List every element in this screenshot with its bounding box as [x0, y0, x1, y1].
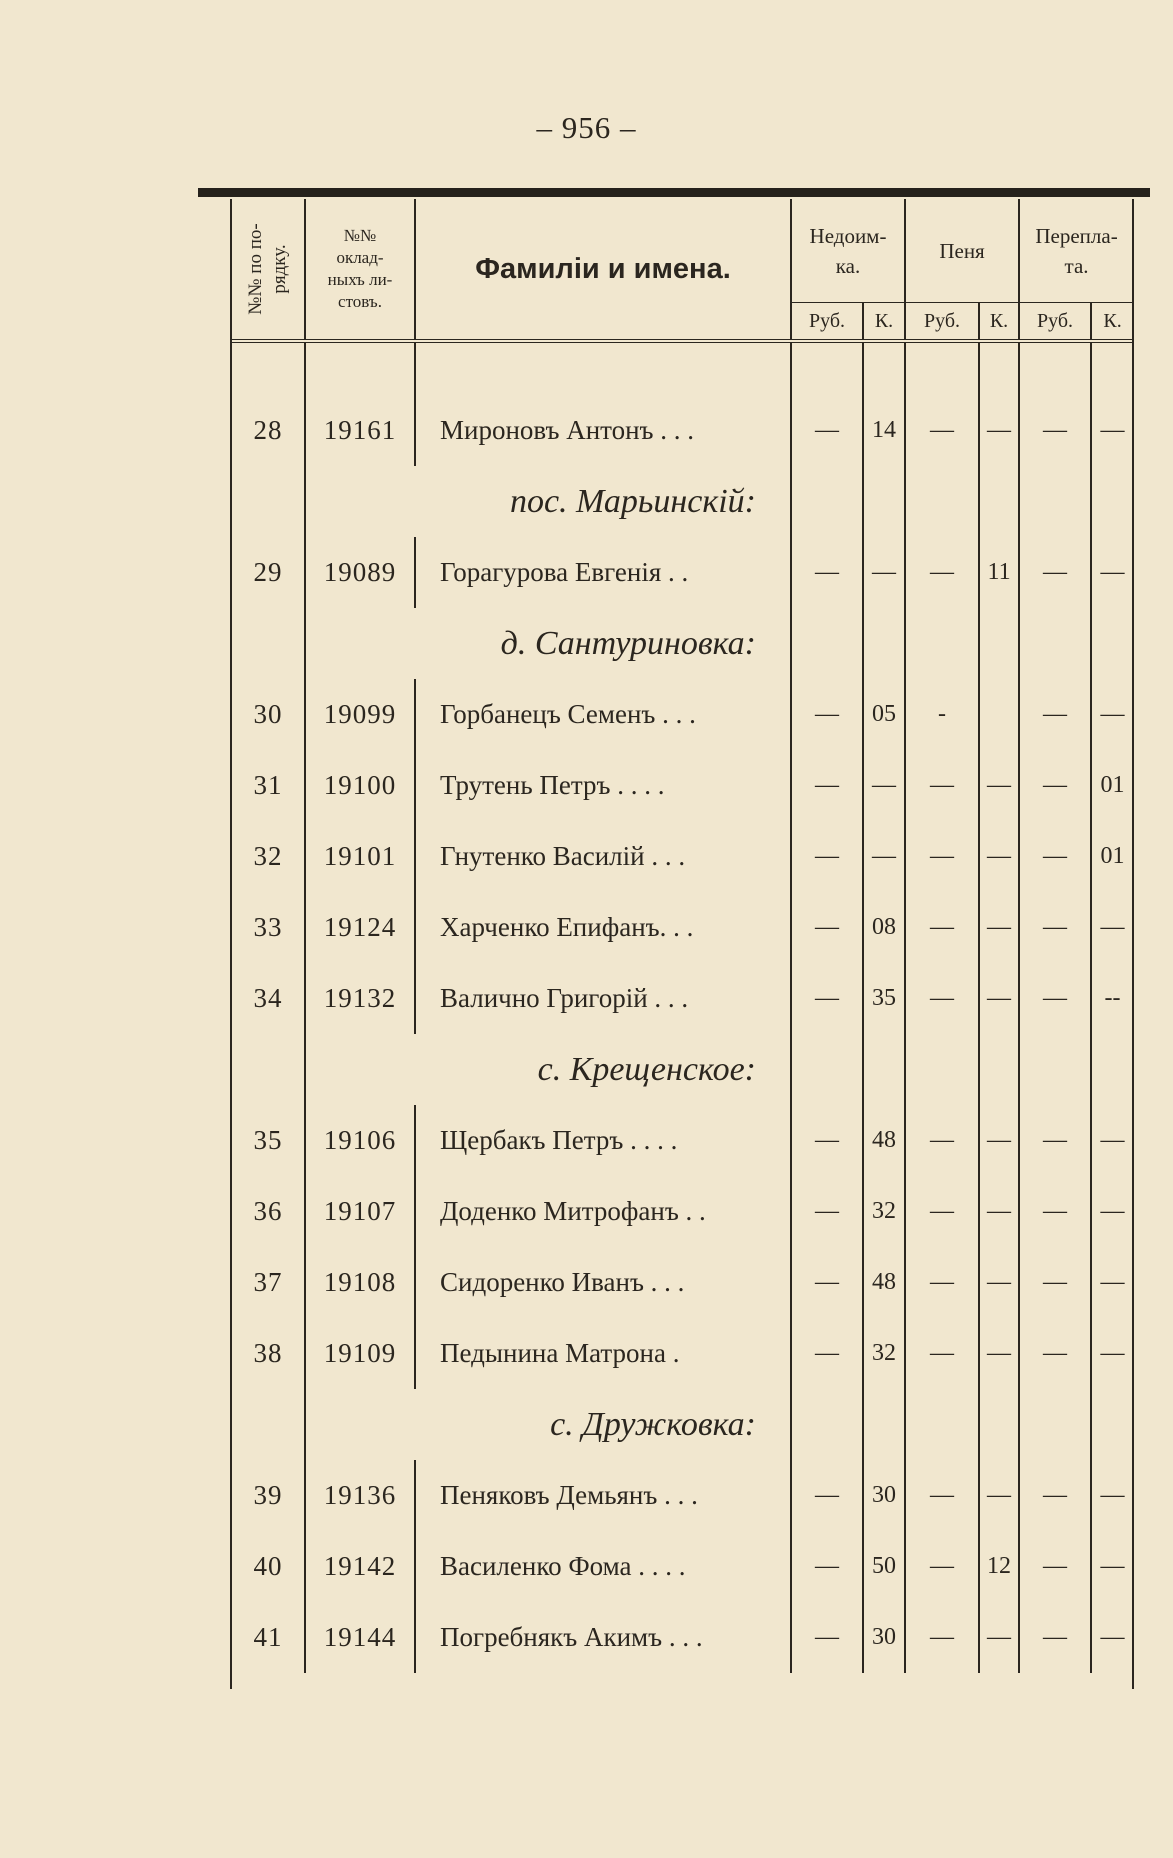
overpay-rub: —: [1019, 1602, 1091, 1673]
row-number: 31: [231, 750, 305, 821]
row-number: 37: [231, 1247, 305, 1318]
row-number: 32: [231, 821, 305, 892]
arrears-rub: —: [791, 750, 863, 821]
empty-cell: [979, 466, 1019, 537]
overpay-kop: —: [1091, 1105, 1133, 1176]
sheet-number: 19099: [305, 679, 415, 750]
arrears-kop: 08: [863, 892, 905, 963]
person-name: Пеняковъ Демьянъ . . .: [415, 1460, 791, 1531]
overpay-rub: —: [1019, 892, 1091, 963]
header-arrears-kop: К.: [863, 303, 905, 342]
overpay-kop: —: [1091, 1602, 1133, 1673]
penalty-rub: —: [905, 1318, 979, 1389]
ledger-row: [231, 679, 1133, 750]
ledger-body: [231, 341, 1133, 1673]
overpay-rub: —: [1019, 537, 1091, 608]
arrears-kop: 32: [863, 1318, 905, 1389]
ledger-row: [231, 821, 1133, 892]
place-heading-row: [231, 608, 1133, 679]
overpay-rub: —: [1019, 1247, 1091, 1318]
arrears-rub: —: [791, 395, 863, 466]
penalty-rub: —: [905, 1531, 979, 1602]
sheet-number: 19107: [305, 1176, 415, 1247]
person-name: Погребнякъ Акимъ . . .: [415, 1602, 791, 1673]
ledger-row: [231, 1176, 1133, 1247]
overpay-rub: —: [1019, 750, 1091, 821]
ledger-row: [231, 1531, 1133, 1602]
row-number: 29: [231, 537, 305, 608]
arrears-rub: —: [791, 1602, 863, 1673]
arrears-kop: 48: [863, 1247, 905, 1318]
place-heading: д. Сантуриновка:: [305, 608, 791, 679]
spacer-row: [231, 341, 1133, 395]
empty-cell: [979, 1034, 1019, 1105]
ledger-row: [231, 537, 1133, 608]
penalty-rub: —: [905, 1247, 979, 1318]
arrears-rub: —: [791, 1531, 863, 1602]
place-heading-row: [231, 466, 1133, 537]
row-number: 35: [231, 1105, 305, 1176]
ledger-row: [231, 1602, 1133, 1673]
person-name: Валично Григорій . . .: [415, 963, 791, 1034]
penalty-kop: 12: [979, 1531, 1019, 1602]
top-rule: [198, 188, 1150, 197]
arrears-rub: —: [791, 679, 863, 750]
penalty-kop: —: [979, 750, 1019, 821]
overpay-kop: —: [1091, 1531, 1133, 1602]
empty-cell: [1019, 466, 1091, 537]
empty-cell: [1091, 466, 1133, 537]
empty-cell: [1091, 1389, 1133, 1460]
penalty-rub: -: [905, 679, 979, 750]
row-number: 34: [231, 963, 305, 1034]
person-name: Сидоренко Иванъ . . .: [415, 1247, 791, 1318]
penalty-kop: —: [979, 1318, 1019, 1389]
penalty-kop: [979, 679, 1019, 750]
overpay-rub: —: [1019, 395, 1091, 466]
header-arrears: Недоим- ка.: [791, 199, 905, 303]
overpay-rub: —: [1019, 1318, 1091, 1389]
ledger-row: [231, 1105, 1133, 1176]
empty-cell: [1019, 1389, 1091, 1460]
empty-cell: [863, 1389, 905, 1460]
ledger-row: [231, 892, 1133, 963]
penalty-kop: —: [979, 395, 1019, 466]
overpay-kop: --: [1091, 963, 1133, 1034]
empty-cell: [791, 608, 863, 679]
penalty-rub: —: [905, 892, 979, 963]
empty-cell: [1019, 1034, 1091, 1105]
arrears-kop: 48: [863, 1105, 905, 1176]
person-name: Харченко Епифанъ. . .: [415, 892, 791, 963]
place-heading: с. Крещенское:: [305, 1034, 791, 1105]
sheet-number: 19100: [305, 750, 415, 821]
row-number: 36: [231, 1176, 305, 1247]
penalty-rub: —: [905, 1176, 979, 1247]
arrears-kop: 32: [863, 1176, 905, 1247]
sheet-number: 19109: [305, 1318, 415, 1389]
empty-cell: [231, 1389, 305, 1460]
sheet-number: 19161: [305, 395, 415, 466]
header-sheet-number: №№ оклад- ныхъ ли- стовъ.: [305, 199, 415, 341]
penalty-kop: —: [979, 1247, 1019, 1318]
empty-cell: [791, 1389, 863, 1460]
arrears-kop: 30: [863, 1602, 905, 1673]
empty-cell: [1019, 608, 1091, 679]
header-arrears-rub: Руб.: [791, 303, 863, 342]
empty-cell: [231, 1034, 305, 1105]
sheet-number: 19089: [305, 537, 415, 608]
person-name: Мироновъ Антонъ . . .: [415, 395, 791, 466]
ledger-row: [231, 1460, 1133, 1531]
penalty-kop: —: [979, 1460, 1019, 1531]
overpay-kop: —: [1091, 1460, 1133, 1531]
row-number: 39: [231, 1460, 305, 1531]
arrears-kop: 14: [863, 395, 905, 466]
sheet-number: 19101: [305, 821, 415, 892]
person-name: Доденко Митрофанъ . .: [415, 1176, 791, 1247]
empty-cell: [863, 1034, 905, 1105]
ledger-row: [231, 750, 1133, 821]
arrears-kop: 05: [863, 679, 905, 750]
overpay-kop: 01: [1091, 750, 1133, 821]
penalty-kop: —: [979, 821, 1019, 892]
penalty-kop: 11: [979, 537, 1019, 608]
sheet-number: 19142: [305, 1531, 415, 1602]
penalty-rub: —: [905, 1602, 979, 1673]
penalty-rub: —: [905, 750, 979, 821]
arrears-rub: —: [791, 963, 863, 1034]
header-penalty-rub: Руб.: [905, 303, 979, 342]
overpay-rub: —: [1019, 679, 1091, 750]
person-name: Василенко Фома . . . .: [415, 1531, 791, 1602]
arrears-kop: —: [863, 537, 905, 608]
person-name: Щербакъ Петръ . . . .: [415, 1105, 791, 1176]
ledger-row: [231, 1247, 1133, 1318]
overpay-kop: —: [1091, 1318, 1133, 1389]
arrears-rub: —: [791, 821, 863, 892]
empty-cell: [791, 466, 863, 537]
arrears-rub: —: [791, 892, 863, 963]
arrears-kop: 30: [863, 1460, 905, 1531]
overpay-rub: —: [1019, 1105, 1091, 1176]
ledger-row: [231, 395, 1133, 466]
header-overpayment: Перепла- та.: [1019, 199, 1133, 303]
empty-cell: [863, 608, 905, 679]
overpay-kop: —: [1091, 537, 1133, 608]
page-number: – 956 –: [536, 110, 637, 145]
empty-cell: [979, 608, 1019, 679]
sheet-number: 19136: [305, 1460, 415, 1531]
row-number: 30: [231, 679, 305, 750]
penalty-rub: —: [905, 395, 979, 466]
sheet-number: 19124: [305, 892, 415, 963]
row-number: 40: [231, 1531, 305, 1602]
empty-cell: [863, 466, 905, 537]
overpay-rub: —: [1019, 1460, 1091, 1531]
overpay-kop: —: [1091, 1176, 1133, 1247]
arrears-rub: —: [791, 1105, 863, 1176]
place-heading: пос. Марьинскій:: [305, 466, 791, 537]
person-name: Горагурова Евгенія . .: [415, 537, 791, 608]
arrears-rub: —: [791, 1318, 863, 1389]
person-name: Горбанецъ Семенъ . . .: [415, 679, 791, 750]
empty-cell: [905, 1389, 979, 1460]
empty-cell: [979, 1389, 1019, 1460]
penalty-rub: —: [905, 1105, 979, 1176]
sheet-number: 19132: [305, 963, 415, 1034]
penalty-rub: —: [905, 1460, 979, 1531]
header-penalty-kop: К.: [979, 303, 1019, 342]
penalty-kop: —: [979, 892, 1019, 963]
place-heading: с. Дружковка:: [305, 1389, 791, 1460]
person-name: Трутень Петръ . . . .: [415, 750, 791, 821]
penalty-kop: —: [979, 1602, 1019, 1673]
overpay-rub: —: [1019, 1176, 1091, 1247]
empty-cell: [791, 1034, 863, 1105]
place-heading-row: [231, 1034, 1133, 1105]
penalty-kop: —: [979, 1105, 1019, 1176]
overpay-kop: —: [1091, 1247, 1133, 1318]
arrears-rub: —: [791, 537, 863, 608]
arrears-kop: —: [863, 821, 905, 892]
overpay-kop: —: [1091, 679, 1133, 750]
overpay-rub: —: [1019, 821, 1091, 892]
empty-cell: [1091, 1034, 1133, 1105]
penalty-rub: —: [905, 537, 979, 608]
sheet-number: 19144: [305, 1602, 415, 1673]
row-number: 28: [231, 395, 305, 466]
arrears-rub: —: [791, 1460, 863, 1531]
row-number: 41: [231, 1602, 305, 1673]
overpay-kop: 01: [1091, 821, 1133, 892]
header-overpay-kop: К.: [1091, 303, 1133, 342]
penalty-kop: —: [979, 1176, 1019, 1247]
empty-cell: [905, 466, 979, 537]
arrears-kop: —: [863, 750, 905, 821]
penalty-rub: —: [905, 821, 979, 892]
person-name: Педынина Матрона .: [415, 1318, 791, 1389]
arrears-rub: —: [791, 1176, 863, 1247]
place-heading-row: [231, 1389, 1133, 1460]
ledger-table: [230, 199, 1133, 1673]
empty-cell: [1091, 608, 1133, 679]
ledger-row: [231, 963, 1133, 1034]
header-penalty: Пеня: [905, 199, 1019, 303]
ledger-row: [231, 1318, 1133, 1389]
penalty-rub: —: [905, 963, 979, 1034]
overpay-kop: —: [1091, 395, 1133, 466]
empty-cell: [905, 1034, 979, 1105]
overpay-kop: —: [1091, 892, 1133, 963]
sheet-number: 19108: [305, 1247, 415, 1318]
overpay-rub: —: [1019, 1531, 1091, 1602]
row-number: 38: [231, 1318, 305, 1389]
arrears-rub: —: [791, 1247, 863, 1318]
arrears-kop: 35: [863, 963, 905, 1034]
header-overpay-rub: Руб.: [1019, 303, 1091, 342]
ledger-table-frame: [230, 199, 1134, 1689]
header-row-number: №№ по по- рядку.: [231, 199, 305, 341]
empty-cell: [231, 608, 305, 679]
empty-cell: [231, 466, 305, 537]
overpay-rub: —: [1019, 963, 1091, 1034]
penalty-kop: —: [979, 963, 1019, 1034]
sheet-number: 19106: [305, 1105, 415, 1176]
person-name: Гнутенко Василій . . .: [415, 821, 791, 892]
empty-cell: [905, 608, 979, 679]
arrears-kop: 50: [863, 1531, 905, 1602]
row-number: 33: [231, 892, 305, 963]
header-names: Фамиліи и имена.: [415, 199, 791, 341]
